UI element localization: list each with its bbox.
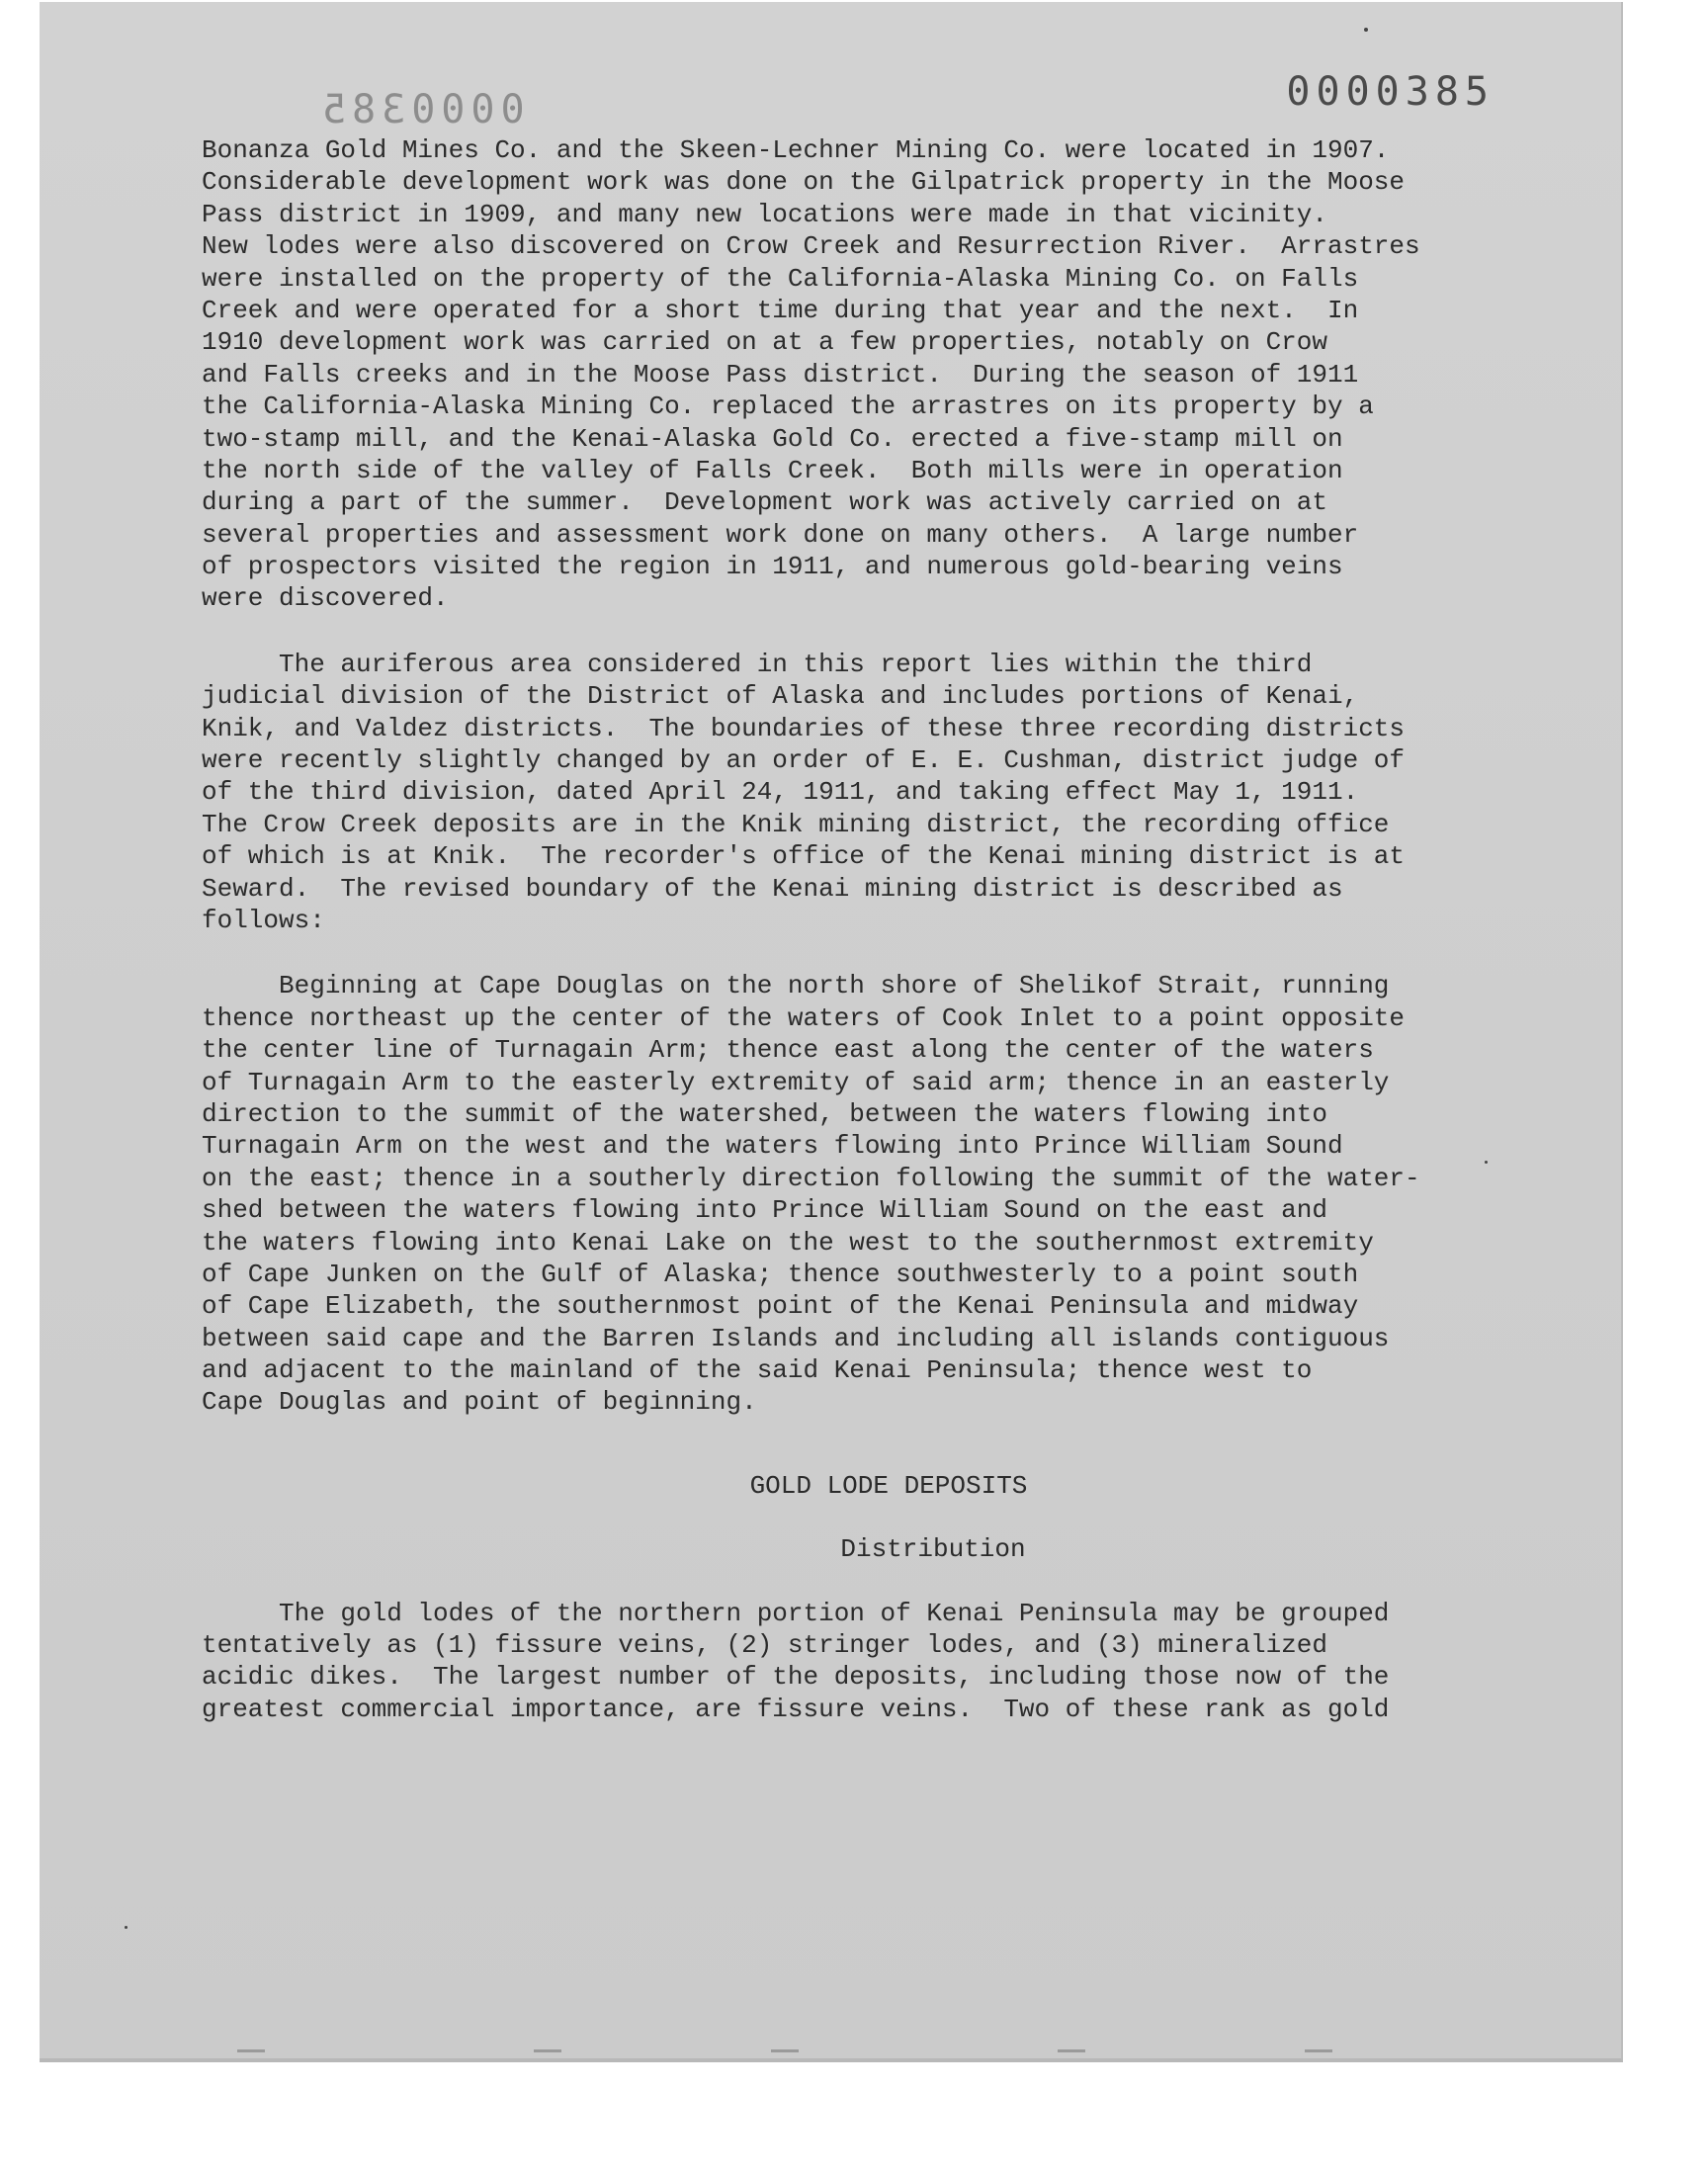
text-line: tentatively as (1) fissure veins, (2) stringer lodes, and (3) mineralized (202, 1630, 1327, 1661)
text-line: Seward. The revised boundary of the Kenai mining district is described as (202, 873, 1343, 904)
section-heading: GOLD LODE DEPOSITS (749, 1470, 1028, 1501)
scan-mark (1305, 2049, 1332, 2052)
paragraph-spacer (202, 936, 1566, 970)
section-subheading: Distribution (840, 1534, 1026, 1565)
text-line: the California-Alaska Mining Co. replaced the arrastres on its property by a (202, 392, 1374, 422)
text-line: the center line of Turnagain Arm; thence east along the center of the waters (202, 1035, 1374, 1066)
scan-mark (771, 2049, 799, 2052)
text-line: thence northeast up the center of the waters of Cook Inlet to a point opposite (202, 1002, 1405, 1033)
text-line: several properties and assessment work done on many others. A large number (202, 519, 1359, 550)
text-line: two-stamp mill, and the Kenai-Alaska Gold Co. erected a five-stamp mill on (202, 423, 1343, 454)
scan-edge-marks (40, 2039, 1621, 2052)
text-line: greatest commercial importance, are fissure veins. Two of these rank as gold (202, 1694, 1390, 1724)
scan-mark (1058, 2049, 1085, 2052)
text-line: Knik, and Valdez districts. The boundaries of these three recording districts (202, 713, 1405, 743)
text-line: The gold lodes of the northern portion of Kenai Peninsula may be grouped (202, 1598, 1390, 1628)
section-spacer (202, 1566, 1566, 1598)
text-line: shed between the waters flowing into Prince William Sound on the east and (202, 1195, 1327, 1226)
text-line: were installed on the property of the California-Alaska Mining Co. on Falls (202, 263, 1359, 294)
text-line: Pass district in 1909, and many new locations were made in that vicinity. (202, 199, 1327, 229)
page-number: 0000385 (1286, 69, 1494, 115)
text-line: Creek and were operated for a short time during that year and the next. In (202, 295, 1359, 325)
scan-mark (534, 2049, 561, 2052)
text-line: between said cape and the Barren Islands and including all islands contiguous (202, 1323, 1390, 1353)
scan-speck (125, 1926, 128, 1929)
text-line: of the third division, dated April 24, 1911, and taking effect May 1, 1911. (202, 777, 1359, 808)
text-line: of which is at Knik. The recorder's office of the Kenai mining district is at (202, 841, 1405, 872)
text-line: follows: (202, 905, 325, 935)
paragraph-4 (202, 1598, 1566, 1726)
text-line: the waters flowing into Kenai Lake on the west to the southernmost extremity (202, 1227, 1374, 1258)
text-line: The auriferous area considered in this report lies within the third (202, 649, 1313, 679)
text-line: 1910 development work was carried on at a few properties, notably on Crow (202, 327, 1327, 358)
scan-speck (1364, 28, 1368, 32)
text-line: and Falls creeks and in the Moose Pass district. During the season of 1911 (202, 359, 1359, 390)
text-line: on the east; thence in a southerly direction following the summit of the water- (202, 1163, 1420, 1193)
text-line: the north side of the valley of Falls Creek. Both mills were in operation (202, 455, 1343, 485)
paragraph-3 (202, 970, 1566, 1418)
text-line: during a part of the summer. Development work was actively carried on at (202, 487, 1327, 518)
paragraph-2 (202, 649, 1566, 937)
text-line: judicial division of the District of Alaska and includes portions of Kenai, (202, 681, 1359, 712)
paragraph-1 (202, 134, 1566, 615)
text-line: Beginning at Cape Douglas on the north shore of Shelikof Strait, running (202, 971, 1390, 1001)
text-line: and adjacent to the mainland of the said Kenai Peninsula; thence west to (202, 1355, 1313, 1386)
scan-mark (237, 2049, 265, 2052)
text-line: Cape Douglas and point of beginning. (202, 1387, 757, 1418)
section-spacer (202, 1419, 1566, 1470)
paragraph-spacer (202, 615, 1566, 649)
document-page (40, 2, 1623, 2062)
text-line: were discovered. (202, 583, 449, 614)
text-line: of Cape Elizabeth, the southernmost point of the Kenai Peninsula and midway (202, 1291, 1359, 1322)
text-line: New lodes were also discovered on Crow Creek and Resurrection River. Arrastres (202, 231, 1420, 262)
text-line: were recently slightly changed by an order of E. E. Cushman, district judge of (202, 745, 1405, 776)
body-text (202, 134, 1566, 1725)
text-line: The Crow Creek deposits are in the Knik mining district, the recording office (202, 809, 1390, 839)
text-line: acidic dikes. The largest number of the deposits, including those now of the (202, 1662, 1390, 1693)
text-line: direction to the summit of the watershed, between the waters flowing into (202, 1098, 1327, 1129)
mirrored-page-number: 0000385 (316, 87, 525, 132)
text-line: of prospectors visited the region in 1911, and numerous gold-bearing veins (202, 552, 1343, 582)
text-line: of Turnagain Arm to the easterly extremity of said arm; thence in an easterly (202, 1067, 1390, 1097)
text-line: of Cape Junken on the Gulf of Alaska; thence southwesterly to a point south (202, 1259, 1359, 1289)
text-line: Considerable development work was done on the Gilpatrick property in the Moose (202, 167, 1405, 198)
text-line: Bonanza Gold Mines Co. and the Skeen-Lechner Mining Co. were located in 1907. (202, 135, 1390, 165)
text-line: Turnagain Arm on the west and the waters flowing into Prince William Sound (202, 1131, 1343, 1162)
section-spacer (202, 1502, 1566, 1533)
